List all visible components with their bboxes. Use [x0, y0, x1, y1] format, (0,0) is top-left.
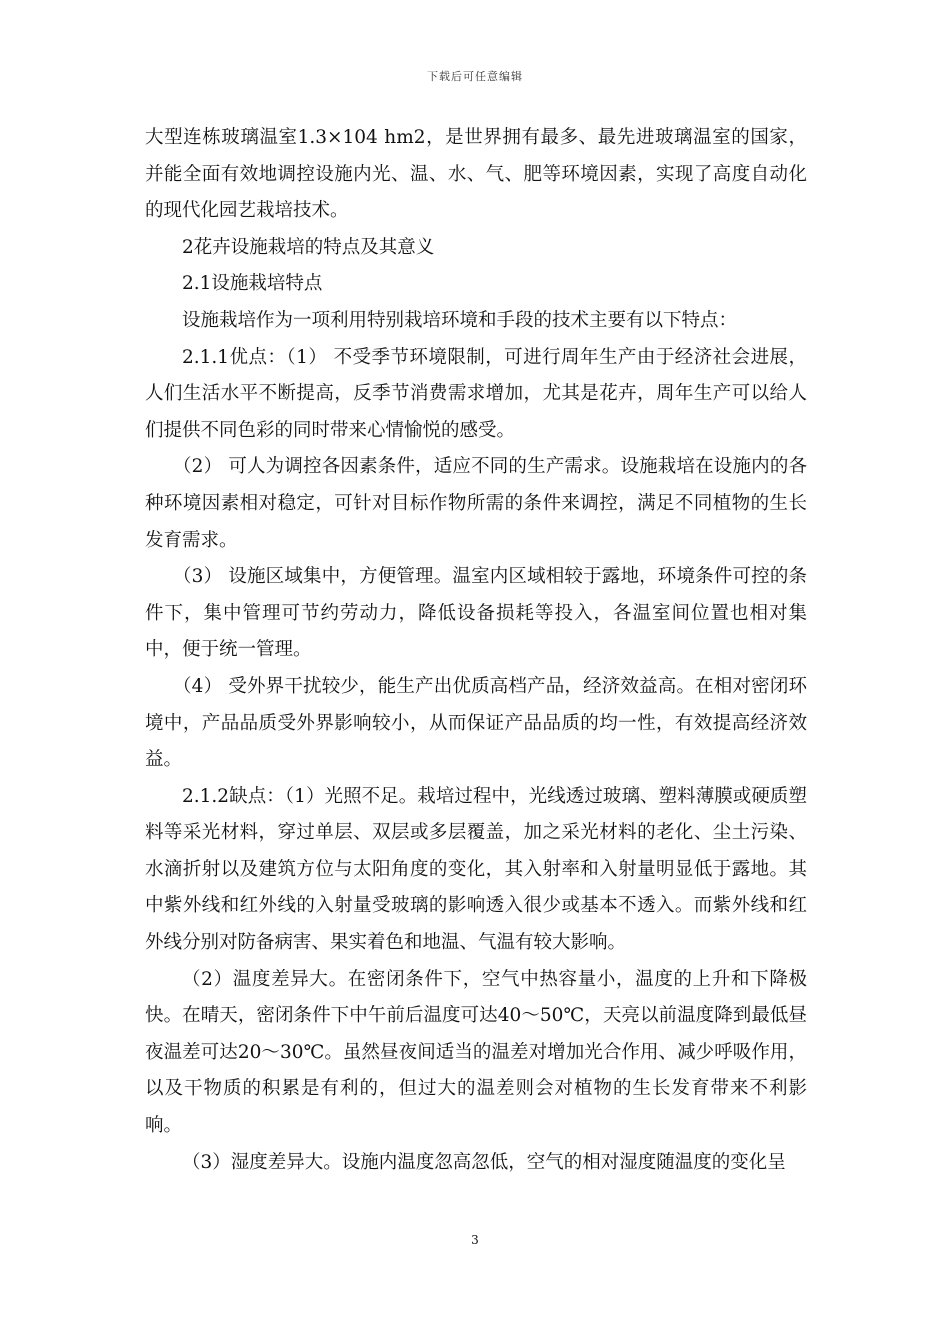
document-body	[145, 120, 807, 1181]
paragraph-advantages-3: （3） 设施区域集中，方便管理。温室内区域相较于露地，环境条件可控的条件下，集中管理可节约劳动力，降低设备损耗等投入，各温室间位置也相对集中，便于统一管理。	[145, 566, 807, 661]
paragraph-advantages-4: （4） 受外界干扰较少，能生产出优质高档产品，经济效益高。在相对密闭环境中，产品品质受外界影响较小，从而保证产品品质的均一性，有效提高经济效益。	[145, 675, 807, 771]
paragraph-intro: 大型连栋玻璃温室1.3×104 hm2，是世界拥有最多、最先进玻璃温室的国家，并能全面有效地调控设施内光、温、水、气、肥等环境因素，实现了高度自动化的现代化园艺栽培技术。	[145, 127, 807, 222]
page-number: 3	[471, 1233, 479, 1247]
paragraph-disadvantages-2: （2）温度差异大。在密闭条件下，空气中热容量小，温度的上升和下降极快。在晴天，密闭条件下中午前后温度可达40～50℃，天亮以前温度降到最低昼夜温差可达20～30℃。虽然昼夜间适当的温差对增加光合作用、减少呼吸作用，以及干物质的积累是有利的，但过大的温差则会对植物的生长发育带来不利影响。	[145, 968, 807, 1137]
paragraph-advantages-1: 2.1.1优点：（1） 不受季节环境限制，可进行周年生产由于经济社会进展，人们生活水平不断提高，反季节消费需求增加，尤其是花卉，周年生产可以给人们提供不同色彩的同时带来心情愉悦的感受。	[145, 346, 807, 441]
paragraph-advantages-2: （2） 可人为调控各因素条件，适应不同的生产需求。设施栽培在设施内的各种环境因素相对稳定，可针对目标作物所需的条件来调控，满足不同植物的生长发育需求。	[145, 456, 807, 551]
paragraph-disadvantages-1: 2.1.2缺点：（1）光照不足。栽培过程中，光线透过玻璃、塑料薄膜或硬质塑料等采光材料，穿过单层、双层或多层覆盖，加之采光材料的老化、尘土污染、水滴折射以及建筑方位与太阳角度的变化，其入射率和入射量明显低于露地。其中紫外线和红外线的入射量受玻璃的影响透入很少或基本不透入。而紫外线和红外线分别对防备病害、果实着色和地温、气温有较大影响。	[145, 785, 807, 954]
paragraph-features-intro: 设施栽培作为一项利用特别栽培环境和手段的技术主要有以下特点：	[182, 309, 738, 331]
section-heading-2: 2花卉设施栽培的特点及其意义	[182, 236, 435, 258]
paragraph-disadvantages-3: （3）湿度差异大。设施内温度忽高忽低，空气的相对湿度随温度的变化呈	[182, 1151, 786, 1173]
section-heading-2-1: 2.1设施栽培特点	[182, 273, 323, 295]
page-header: 下载后可任意编辑	[427, 70, 523, 83]
